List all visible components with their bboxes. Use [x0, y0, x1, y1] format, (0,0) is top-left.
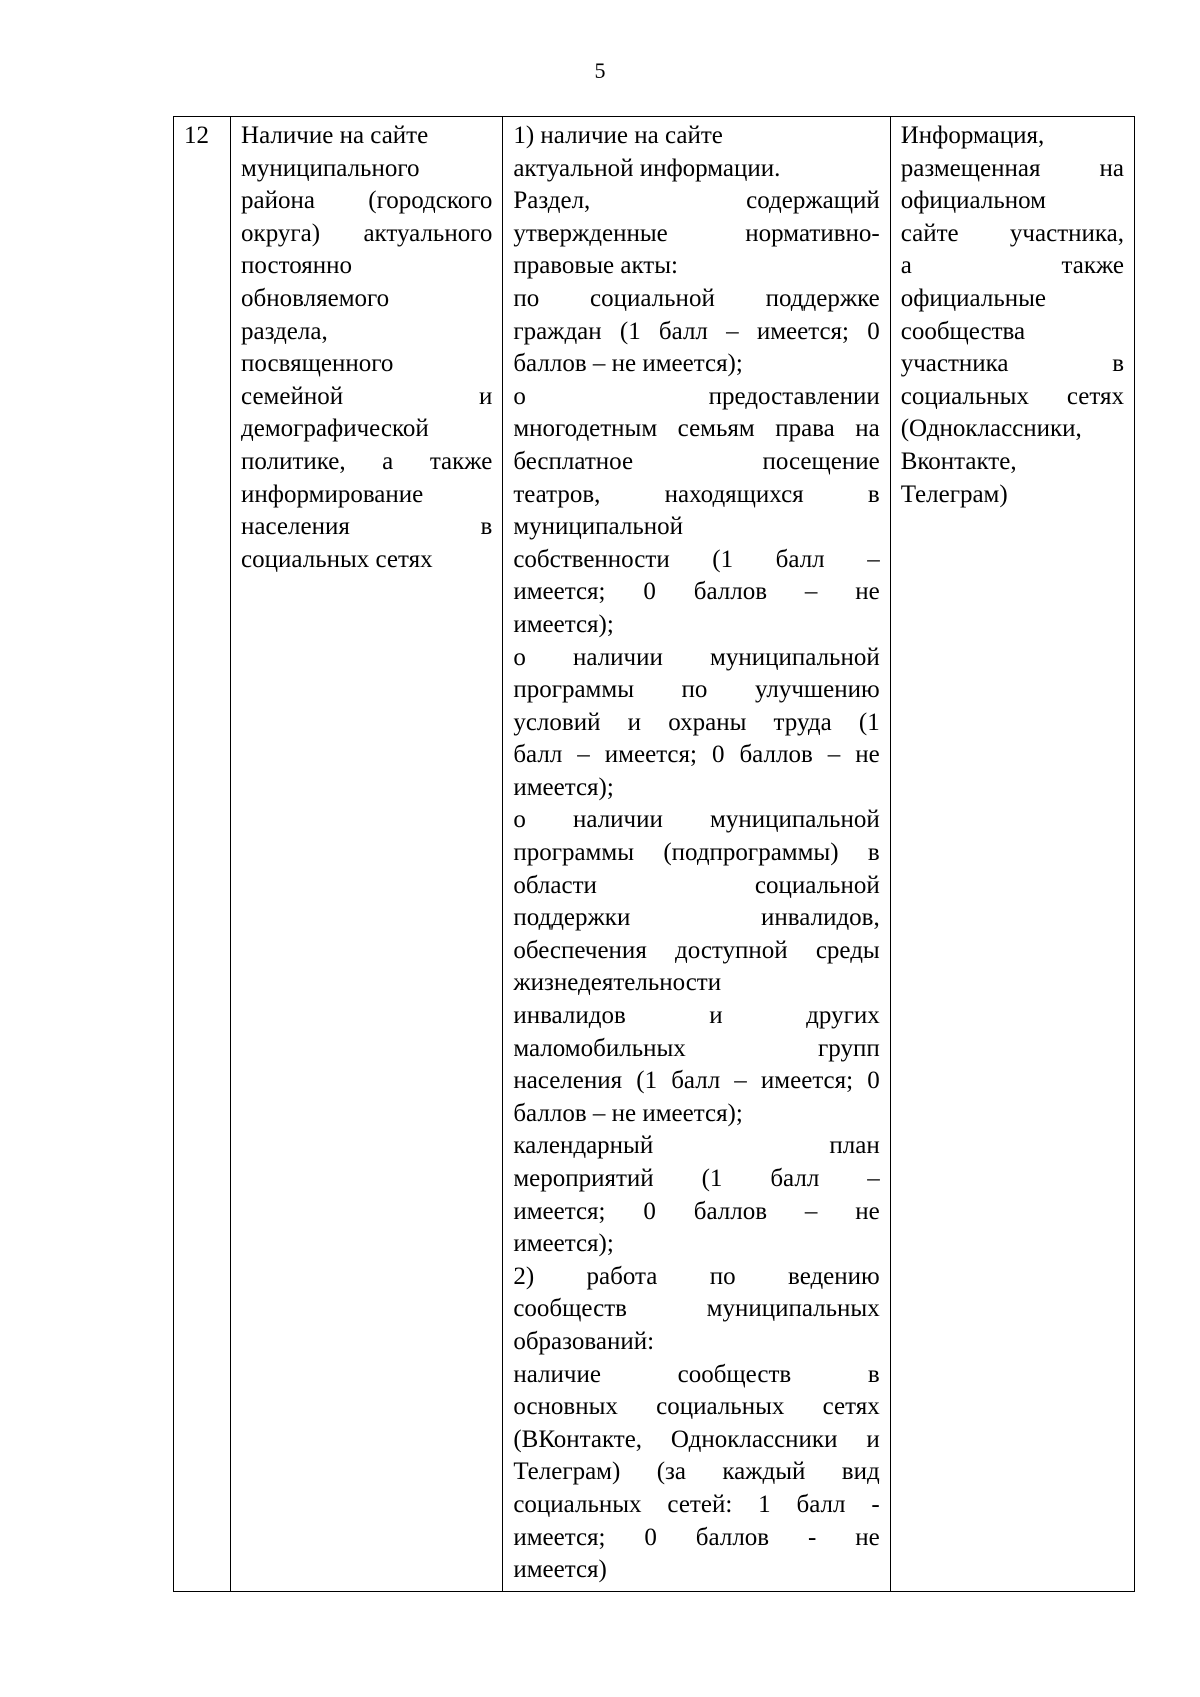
method-line: граждан (1 балл – имеется; 0: [513, 317, 880, 345]
method-line: населения (1 балл – имеется; 0: [513, 1067, 880, 1095]
method-line: маломобильных групп: [513, 1034, 880, 1062]
row-number-cell: 12: [174, 117, 231, 1592]
criterion-name-line: района (городского: [241, 187, 493, 215]
source-line: Информация,: [900, 122, 1045, 149]
criterion-name-line: населения в: [241, 513, 493, 541]
method-line: инвалидов и других: [513, 1002, 880, 1030]
criterion-name-line: информирование: [241, 480, 424, 508]
method-line: о наличии муниципальной: [513, 643, 880, 671]
method-line: актуальной информации.: [513, 154, 781, 182]
source-line: размещенная на: [900, 154, 1124, 182]
method-line: поддержки инвалидов,: [513, 904, 880, 932]
criterion-name-line: семейной и: [241, 382, 493, 410]
source-line: социальных сетях: [900, 382, 1124, 410]
method-line: мероприятий (1 балл –: [513, 1165, 880, 1192]
method-line: баллов – не имеется);: [513, 1099, 743, 1127]
method-line: баллов – не имеется);: [513, 350, 743, 378]
source-line: сообщества: [900, 317, 1026, 345]
method-line: по социальной поддержке: [513, 284, 880, 312]
method-line: программы по улучшению: [513, 676, 880, 704]
source-line: а также: [900, 252, 1124, 280]
method-line: условий и охраны труда (1: [513, 708, 880, 736]
method-line: календарный план: [513, 1132, 880, 1160]
criterion-name-line: демографической: [241, 415, 429, 443]
method-line: о предоставлении: [513, 382, 880, 410]
criteria-table: [173, 116, 1135, 1592]
method-line: обеспечения доступной среды: [513, 936, 880, 964]
criterion-name-line: раздела,: [241, 317, 328, 345]
method-line: балл – имеется; 0 баллов – не: [513, 741, 880, 769]
method-line: 1) наличие на сайте: [513, 122, 723, 149]
source-line: официальные: [900, 284, 1047, 312]
method-line: программы (подпрограммы) в: [513, 839, 880, 867]
info-source-cell: [890, 117, 1134, 1592]
criterion-name-line: политике, а также: [241, 447, 493, 475]
method-line: имеется);: [513, 773, 614, 801]
method-line: бесплатное посещение: [513, 447, 880, 475]
source-line: Вконтакте,: [900, 447, 1017, 475]
method-line: утвержденные нормативно-: [513, 219, 880, 247]
method-line: жизнедеятельности: [513, 969, 722, 997]
method-line: правовые акты:: [513, 252, 678, 280]
method-line: многодетным семьям права на: [513, 415, 880, 443]
criterion-name-line: округа) актуального: [241, 219, 493, 247]
criterion-name-cell: [231, 117, 503, 1592]
criterion-name-line: посвященного: [241, 350, 394, 378]
method-line: сообществ муниципальных: [513, 1295, 880, 1323]
method-line: (ВКонтакте, Одноклассники и: [513, 1425, 880, 1453]
method-line: наличие сообществ в: [513, 1360, 880, 1388]
criterion-name-line: постоянно: [241, 252, 353, 280]
method-line: имеется; 0 баллов - не: [513, 1523, 880, 1551]
method-line: Раздел, содержащий: [513, 187, 880, 215]
method-line: о наличии муниципальной: [513, 806, 880, 834]
method-line: имеется);: [513, 1230, 614, 1258]
method-line: муниципальной: [513, 513, 683, 541]
method-line: имеется; 0 баллов – не: [513, 1197, 880, 1225]
criterion-name-line: обновляемого: [241, 284, 390, 312]
criterion-name-line: Наличие на сайте: [241, 122, 429, 149]
method-line: Телеграм) (за каждый вид: [513, 1458, 880, 1486]
method-line: имеется): [513, 1556, 607, 1584]
method-line: основных социальных сетях: [513, 1393, 880, 1421]
method-line: образований:: [513, 1327, 655, 1355]
method-line: социальных сетей: 1 балл -: [513, 1490, 880, 1518]
method-line: театров, находящихся в: [513, 480, 880, 508]
source-line: участника в: [900, 350, 1124, 378]
source-line: (Одноклассники,: [900, 415, 1082, 443]
source-line: сайте участника,: [900, 219, 1124, 247]
criterion-name-line: муниципального: [241, 154, 420, 182]
criterion-name-line: социальных сетях: [241, 545, 433, 573]
source-line: Телеграм): [900, 480, 1008, 508]
method-line: собственности (1 балл –: [513, 545, 880, 573]
method-line: имеется);: [513, 610, 614, 638]
method-line: имеется; 0 баллов – не: [513, 578, 880, 606]
table-row: [174, 117, 1135, 1592]
evaluation-method-cell: [503, 117, 890, 1592]
method-line: области социальной: [513, 871, 880, 899]
source-line: официальном: [900, 187, 1046, 215]
page-number: 5: [594, 58, 606, 83]
method-line: 2) работа по ведению: [513, 1262, 880, 1290]
